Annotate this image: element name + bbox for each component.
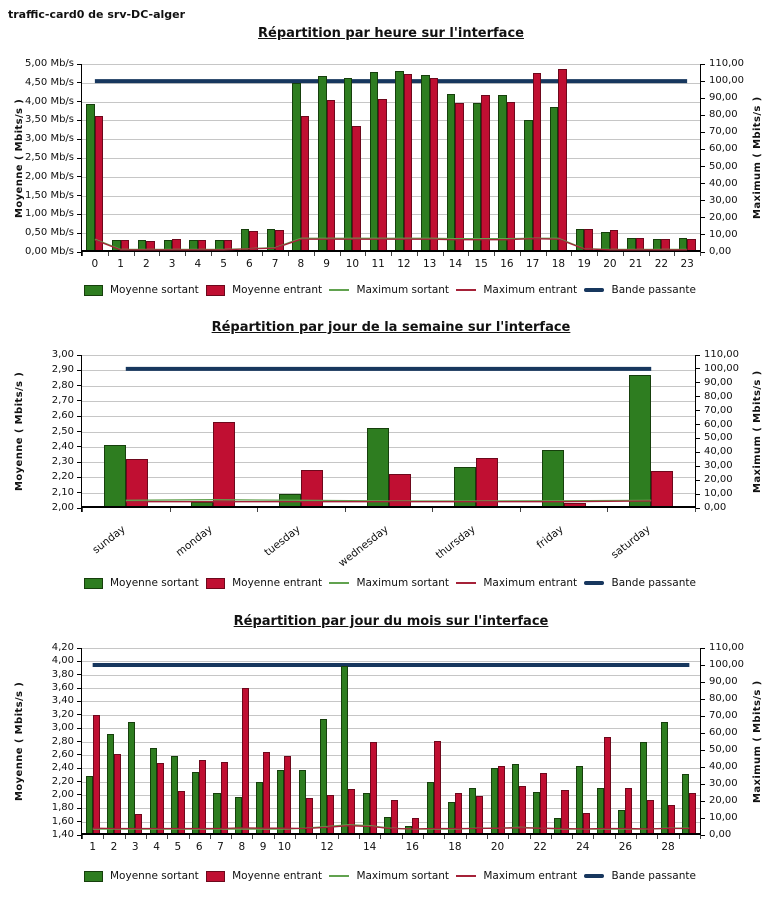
x-axis-tick <box>359 835 360 839</box>
right-axis-tick-label: 60,00 <box>709 727 738 738</box>
right-axis-tick-label: 110,00 <box>709 642 744 653</box>
x-axis-label: 9 <box>323 258 330 270</box>
x-axis-label: 22 <box>654 258 669 270</box>
right-axis-tick-label: 110,00 <box>704 349 739 360</box>
right-axis-tick-label: 30,00 <box>709 194 738 206</box>
legend-label: Maximum sortant <box>356 870 450 882</box>
x-axis-label: 15 <box>474 258 488 270</box>
x-axis-label: 2 <box>143 258 150 270</box>
right-axis-tick-label: 50,00 <box>709 160 738 172</box>
x-axis-label: 2 <box>110 841 118 853</box>
x-axis-tick <box>82 252 83 256</box>
x-axis-label: tuesday <box>262 523 303 559</box>
maximum-entrant-line <box>126 501 651 502</box>
x-axis-tick <box>679 835 680 839</box>
left-axis-tick-label: 2,80 <box>51 735 74 747</box>
x-axis-label: 18 <box>551 258 566 270</box>
x-axis-tick <box>423 835 424 839</box>
x-axis-label: 6 <box>246 258 253 270</box>
left-axis-tick-label: 2,30 <box>51 456 74 468</box>
x-axis-label: 11 <box>371 258 385 270</box>
legend-label: Bande passante <box>611 870 696 882</box>
left-axis-tick-label: 2,00 <box>51 502 74 513</box>
x-axis-tick <box>695 508 696 512</box>
right-axis-tick-label: 70,00 <box>704 404 733 416</box>
left-axis-tick-label: 2,50 <box>51 425 74 437</box>
right-axis-tick-label: 90,00 <box>709 92 738 104</box>
x-axis-tick <box>551 835 552 839</box>
right-axis-line <box>700 64 701 256</box>
legend-item-maximum-entrant <box>456 870 577 882</box>
x-axis-tick <box>159 252 160 256</box>
x-axis-tick <box>391 252 392 256</box>
legend-item-maximum-sortant <box>329 577 449 589</box>
maximum-entrant-line <box>95 239 687 250</box>
weekday-right-axis-title: Maximum ( Mbits/s ) <box>752 370 763 493</box>
x-axis-label: 0 <box>91 258 99 270</box>
x-axis-tick <box>274 835 275 839</box>
right-axis-tick-label: 60,00 <box>709 143 738 155</box>
x-axis-tick <box>649 252 650 256</box>
x-axis-label: 14 <box>448 258 463 270</box>
x-axis-tick <box>252 835 253 839</box>
legend-item-moyenne-sortant <box>84 870 199 882</box>
weekday-left-axis-title: Moyenne ( Mbits/s ) <box>14 371 25 492</box>
x-axis-tick <box>593 835 594 839</box>
right-axis-tick-label: 40,00 <box>709 177 738 189</box>
left-axis-tick-label: 3,60 <box>51 682 74 694</box>
left-axis-tick-label: 3,40 <box>51 695 74 707</box>
x-axis-tick <box>338 835 339 839</box>
left-axis-tick-label: 2,60 <box>51 748 74 760</box>
x-axis-label: 10 <box>277 841 292 853</box>
maximum-sortant-line <box>126 500 651 501</box>
monthday-right-axis-title: Maximum ( Mbits/s ) <box>752 680 763 803</box>
x-axis-label: 7 <box>271 258 279 270</box>
x-axis-tick <box>494 252 495 256</box>
x-axis-label: 1 <box>89 841 96 853</box>
right-axis-tick-label: 10,00 <box>704 488 733 500</box>
right-axis-tick-label: 60,00 <box>704 418 733 430</box>
right-axis-tick-label: 0,00 <box>704 502 727 513</box>
left-axis-tick-label: 1,00 Mb/s <box>25 208 74 220</box>
moyenne-sortant-swatch <box>84 285 103 296</box>
x-axis-label: 4 <box>194 258 202 270</box>
left-axis-tick-label: 2,20 <box>51 471 74 483</box>
x-axis-tick <box>125 835 126 839</box>
left-axis-tick-label: 2,70 <box>51 394 74 406</box>
maximum-lines-layer <box>82 355 695 508</box>
x-axis-tick <box>402 835 403 839</box>
x-axis-label: 14 <box>363 841 377 853</box>
x-axis-label: 26 <box>618 841 633 853</box>
right-axis-tick-label: 90,00 <box>709 676 738 687</box>
left-axis-tick-label: 2,80 <box>51 379 74 391</box>
left-axis-tick-label: 2,40 <box>51 762 74 774</box>
legend-label: Moyenne sortant <box>110 284 199 296</box>
right-axis-tick-label: 80,00 <box>709 109 738 121</box>
right-axis-tick-label: 0,00 <box>709 246 732 257</box>
legend-item-maximum-entrant <box>456 577 577 589</box>
x-axis-label: 16 <box>500 258 514 270</box>
x-axis-tick <box>607 508 608 512</box>
x-axis-label: 5 <box>174 841 182 853</box>
left-axis-tick-label: 3,00 <box>51 349 74 360</box>
x-axis-tick <box>295 835 296 839</box>
moyenne-entrant-swatch <box>206 578 225 589</box>
right-axis-tick-label: 80,00 <box>704 390 733 402</box>
x-axis-label: 1 <box>117 258 124 270</box>
x-axis-tick <box>316 835 317 839</box>
left-axis-tick-label: 4,00 Mb/s <box>25 95 74 107</box>
moyenne-entrant-swatch <box>206 285 225 296</box>
x-axis-tick <box>417 252 418 256</box>
right-axis-tick-label: 20,00 <box>709 211 738 223</box>
left-axis-tick-label: 2,20 <box>51 775 74 787</box>
left-axis-tick-label: 3,00 <box>51 722 74 734</box>
x-axis-label: 20 <box>603 258 617 270</box>
x-axis-tick <box>623 252 624 256</box>
monthday-chart-legend <box>84 870 696 882</box>
x-axis-tick <box>571 252 572 256</box>
x-axis-label: 6 <box>195 841 203 853</box>
monthday-plot-area <box>51 642 744 853</box>
left-axis-tick-label: 2,50 Mb/s <box>25 152 74 163</box>
legend-label: Moyenne entrant <box>232 284 323 296</box>
left-axis-tick-label: 2,00 Mb/s <box>25 170 74 182</box>
maximum-entrant-swatch <box>456 289 476 291</box>
maximum-sortant-line <box>95 238 687 249</box>
right-axis-line <box>695 355 696 512</box>
maximum-sortant-swatch <box>329 875 349 877</box>
x-axis-tick <box>82 835 83 839</box>
hourly-chart-title: Répartition par heure sur l'interface <box>258 26 524 41</box>
x-axis-tick <box>674 252 675 256</box>
weekday-chart-title: Répartition par jour de la semaine sur l'interface <box>211 320 571 335</box>
legend-item-bande-passante <box>584 284 695 296</box>
x-axis-label: wednesday <box>335 523 391 570</box>
maximum-entrant-swatch <box>456 582 476 584</box>
x-axis-tick <box>546 252 547 256</box>
x-axis-tick <box>468 252 469 256</box>
x-axis-tick <box>103 835 104 839</box>
x-axis-label: friday <box>534 523 566 552</box>
maximum-sortant-swatch <box>329 289 349 291</box>
x-axis-tick <box>636 835 637 839</box>
left-axis-tick-label: 1,40 <box>51 829 74 840</box>
legend-label: Moyenne entrant <box>232 577 323 589</box>
x-axis-label: monday <box>174 523 216 559</box>
x-axis-tick <box>237 252 238 256</box>
x-axis-tick <box>466 835 467 839</box>
hourly-left-axis-title: Moyenne ( Mbits/s ) <box>14 98 25 218</box>
right-axis-tick-label: 50,00 <box>709 744 738 755</box>
x-axis-tick <box>146 835 147 839</box>
x-axis-label: 3 <box>131 841 139 853</box>
x-axis-tick <box>211 252 212 256</box>
legend-label: Maximum entrant <box>483 577 578 589</box>
x-axis-tick <box>257 508 258 512</box>
bande-passante-swatch <box>584 581 604 585</box>
x-axis-tick <box>380 835 381 839</box>
x-axis-label: 5 <box>220 258 227 270</box>
left-axis-tick-label: 4,00 <box>51 655 74 667</box>
legend-item-moyenne-sortant <box>84 577 199 589</box>
x-axis-label: 23 <box>680 258 694 270</box>
right-axis-tick-label: 100,00 <box>704 362 739 374</box>
hourly-chart-legend <box>84 284 696 296</box>
maximum-lines-layer <box>82 64 700 252</box>
x-axis-label: sunday <box>90 523 128 557</box>
left-axis-tick-label: 2,00 <box>51 788 74 800</box>
x-axis-tick <box>443 252 444 256</box>
x-axis-tick <box>700 835 701 839</box>
legend-label: Moyenne sortant <box>110 870 199 882</box>
x-axis-tick <box>288 252 289 256</box>
monthday-left-axis-title: Moyenne ( Mbits/s ) <box>14 681 25 802</box>
right-axis-tick-label: 100,00 <box>709 75 744 87</box>
legend-item-moyenne-entrant <box>206 284 322 296</box>
x-axis-label: 21 <box>628 258 643 270</box>
maximum-entrant-line <box>93 826 690 829</box>
right-axis-tick-label: 10,00 <box>709 228 738 240</box>
right-axis-tick-label: 50,00 <box>704 432 733 444</box>
x-axis-label: thursday <box>433 523 478 562</box>
x-axis-label: 13 <box>422 258 437 270</box>
x-axis-tick <box>700 252 701 256</box>
x-axis-tick <box>167 835 168 839</box>
right-axis-tick-label: 110,00 <box>709 58 744 69</box>
moyenne-sortant-swatch <box>84 871 103 882</box>
maximum-entrant-swatch <box>456 875 476 877</box>
right-axis-tick-label: 20,00 <box>709 795 738 806</box>
legend-item-moyenne-entrant <box>206 577 322 589</box>
x-axis-tick <box>262 252 263 256</box>
x-axis-tick <box>231 835 232 839</box>
x-axis-tick <box>314 252 315 256</box>
right-axis-tick-label: 10,00 <box>709 812 738 823</box>
right-axis-tick-label: 20,00 <box>704 474 733 486</box>
left-axis-tick-label: 4,50 Mb/s <box>25 76 74 88</box>
x-axis-tick <box>345 508 346 512</box>
x-axis-label: 4 <box>153 841 160 853</box>
legend-label: Bande passante <box>611 284 696 296</box>
right-axis-line <box>700 648 701 839</box>
maximum-lines-layer <box>82 648 700 835</box>
weekday-chart-legend <box>84 577 696 589</box>
left-axis-tick-label: 2,60 <box>51 410 74 422</box>
left-axis-tick-label: 2,90 <box>51 364 74 376</box>
right-axis-tick-label: 40,00 <box>709 761 738 772</box>
legend-label: Moyenne sortant <box>110 577 199 589</box>
left-axis-tick-label: 5,00 Mb/s <box>25 58 74 69</box>
x-axis-tick <box>365 252 366 256</box>
legend-item-maximum-entrant <box>456 284 577 296</box>
x-axis-tick <box>82 508 83 512</box>
left-axis-tick-label: 0,00 Mb/s <box>25 246 74 257</box>
bande-passante-swatch <box>584 874 604 878</box>
moyenne-entrant-swatch <box>206 871 225 882</box>
x-axis-label: saturday <box>609 523 653 562</box>
legend-item-bande-passante <box>584 577 695 589</box>
hourly-right-axis-title: Maximum ( Mbits/s ) <box>752 96 763 220</box>
x-axis-tick <box>444 835 445 839</box>
x-axis-tick <box>657 835 658 839</box>
left-axis-tick-label: 3,80 <box>51 668 74 680</box>
right-axis-tick-label: 40,00 <box>704 446 733 458</box>
right-axis-tick-label: 90,00 <box>704 376 733 388</box>
x-axis-label: 18 <box>448 841 462 853</box>
x-axis-label: 20 <box>490 841 505 853</box>
x-axis-tick <box>572 835 573 839</box>
x-axis-label: 3 <box>168 258 176 270</box>
page-title: traffic-card0 de srv-DC-alger <box>8 8 186 21</box>
x-axis-label: 16 <box>405 841 419 853</box>
right-axis-tick-label: 80,00 <box>709 693 738 704</box>
left-axis-tick-label: 3,00 Mb/s <box>25 133 74 145</box>
right-axis-tick-label: 30,00 <box>704 460 733 472</box>
left-axis-tick-label: 4,20 <box>51 642 74 653</box>
x-axis-label: 10 <box>345 258 360 270</box>
x-axis-tick <box>520 508 521 512</box>
left-axis-tick-label: 1,60 <box>51 815 74 827</box>
legend-item-moyenne-sortant <box>84 284 199 296</box>
x-axis-label: 8 <box>238 841 246 853</box>
left-axis-tick-label: 0,50 Mb/s <box>25 227 74 239</box>
right-axis-tick-label: 70,00 <box>709 710 738 721</box>
left-axis-tick-label: 1,50 Mb/s <box>25 189 74 201</box>
legend-item-bande-passante <box>584 870 695 882</box>
right-axis-tick-label: 70,00 <box>709 126 738 138</box>
left-axis-tick-label: 3,50 Mb/s <box>25 114 74 126</box>
x-axis-label: 22 <box>533 841 547 853</box>
bande-passante-swatch <box>584 288 604 292</box>
x-axis-label: 12 <box>320 841 334 853</box>
x-axis-tick <box>520 252 521 256</box>
x-axis-tick <box>530 835 531 839</box>
x-axis-tick <box>189 835 190 839</box>
x-axis-tick <box>615 835 616 839</box>
x-axis-tick <box>185 252 186 256</box>
x-axis-label: 8 <box>297 258 305 270</box>
x-axis-label: 7 <box>217 841 224 853</box>
x-axis-label: 9 <box>259 841 267 853</box>
right-axis-tick-label: 0,00 <box>709 829 732 840</box>
legend-label: Maximum sortant <box>356 284 450 296</box>
left-axis-tick-label: 2,10 <box>51 486 74 498</box>
monthday-chart-title: Répartition par jour du mois sur l'interface <box>233 614 549 629</box>
left-axis-tick-label: 3,20 <box>51 708 74 720</box>
left-axis-tick-label: 2,40 <box>51 440 74 452</box>
legend-label: Bande passante <box>611 577 696 589</box>
right-axis-tick-label: 100,00 <box>709 659 744 670</box>
maximum-sortant-swatch <box>329 582 349 584</box>
legend-item-maximum-sortant <box>329 284 449 296</box>
moyenne-sortant-swatch <box>84 578 103 589</box>
x-axis-tick <box>432 508 433 512</box>
legend-label: Maximum sortant <box>356 577 450 589</box>
legend-label: Maximum entrant <box>483 870 578 882</box>
legend-item-maximum-sortant <box>329 870 449 882</box>
right-axis-tick-label: 30,00 <box>709 778 738 789</box>
x-axis-tick <box>597 252 598 256</box>
x-axis-tick <box>508 835 509 839</box>
legend-label: Maximum entrant <box>483 284 578 296</box>
x-axis-label: 12 <box>397 258 411 270</box>
hourly-plot-area <box>25 58 744 270</box>
x-axis-label: 28 <box>661 841 675 853</box>
legend-label: Moyenne entrant <box>232 870 323 882</box>
x-axis-label: 17 <box>525 258 540 270</box>
left-axis-tick-label: 1,80 <box>51 802 74 814</box>
x-axis-tick <box>487 835 488 839</box>
x-axis-tick <box>134 252 135 256</box>
legend-item-moyenne-entrant <box>206 870 322 882</box>
x-axis-label: 24 <box>576 841 590 853</box>
x-axis-tick <box>170 508 171 512</box>
x-axis-label: 19 <box>577 258 591 270</box>
weekday-plot-area <box>51 349 739 570</box>
x-axis-tick <box>210 835 211 839</box>
x-axis-tick <box>340 252 341 256</box>
x-axis-tick <box>108 252 109 256</box>
